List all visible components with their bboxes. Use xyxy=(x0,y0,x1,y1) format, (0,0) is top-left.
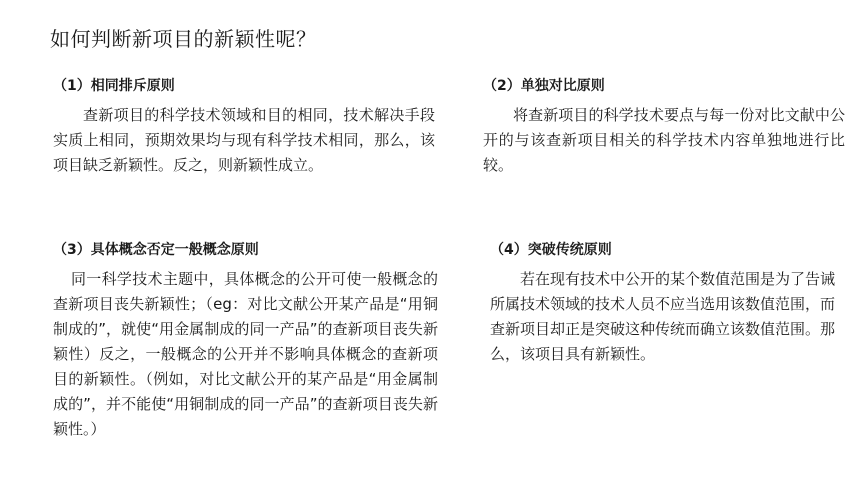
section-individual-comparison-principle xyxy=(483,76,845,178)
section-heading: （3）具体概念否定一般概念原则 xyxy=(53,242,259,258)
section-body: 同一科学技术主题中，具体概念的公开可使一般概念的查新项目丧失新颖性；（eg：对比文献公开某产品是“用铜制成的”，就使“用金属制成的同一产品”的查新项目丧失新颖性）反之，一般概念的公开并不影响具体概念的查新项目的新颖性。（例如，对比文献公开的某产品是“用金属制成的”，并不能使“用铜制成的同一产品”的查新项目丧失新颖性。） xyxy=(53,270,438,438)
section-heading: （2）单独对比原则 xyxy=(483,78,605,94)
section-body: 将查新项目的科学技术要点与每一份对比文献中公开的与该查新项目相关的科学技术内容单独地进行比较。 xyxy=(483,106,845,174)
section-body: 查新项目的科学技术领域和目的相同，技术解决手段实质上相同，预期效果均与现有科学技术相同，那么，该项目缺乏新颖性。反之，则新颖性成立。 xyxy=(53,106,435,174)
section-same-exclusion-principle xyxy=(53,76,435,178)
section-heading: （1）相同排斥原则 xyxy=(53,78,175,94)
section-body: 若在现有技术中公开的某个数值范围是为了告诫所属技术领域的技术人员不应当选用该数值范围，而查新项目却正是突破这种传统而确立该数值范围。那么，该项目具有新颖性。 xyxy=(490,270,836,363)
section-breaking-tradition-principle xyxy=(490,240,835,367)
section-heading: （4）突破传统原则 xyxy=(490,242,612,258)
page-title: 如何判断新项目的新颖性呢？ xyxy=(50,27,317,51)
section-specific-negates-general-principle xyxy=(53,240,438,442)
